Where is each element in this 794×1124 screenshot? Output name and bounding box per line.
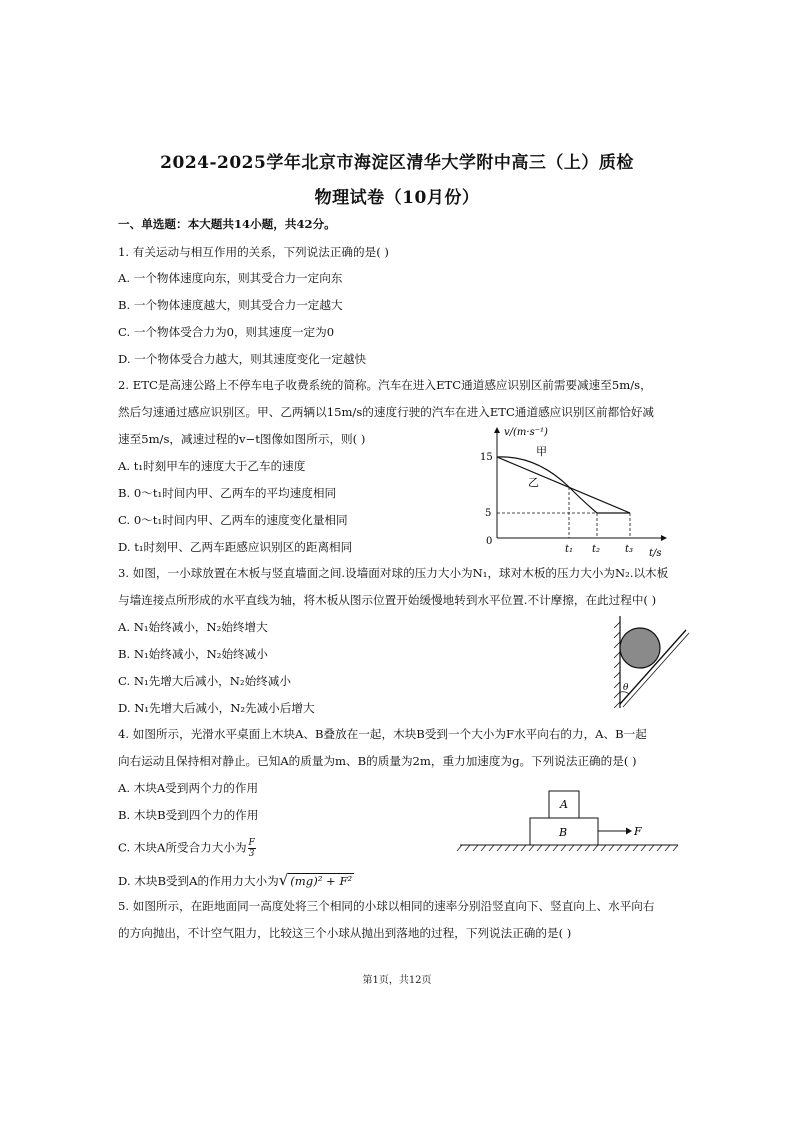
block-a-label: A xyxy=(560,798,568,811)
q2-option-c: C. 0～t₁时间内甲、乙两车的速度变化量相同 xyxy=(118,513,348,527)
q4-option-c-text: C. 木块A所受合力大小为 xyxy=(118,840,247,855)
q2-option-d: D. t₁时刻甲、乙两车距感应识别区的距离相同 xyxy=(118,540,353,554)
tick-t2: t₂ xyxy=(592,544,601,555)
q4-option-d-text: D. 木块B受到A的作用力大小为 xyxy=(118,874,279,888)
q3-stem-line1: 3. 如图，一小球放置在木板与竖直墙面之间.设墙面对球的压力大小为N₁，球对木板的压力大小为N₂.以木板 xyxy=(118,566,669,580)
sqrt-expression: (mg)² + F² xyxy=(290,874,353,888)
curve-jia xyxy=(497,457,597,513)
q3-option-b: B. N₁始终减小，N₂始终减小 xyxy=(118,647,268,661)
q3-option-c: C. N₁先增大后减小，N₂始终减小 xyxy=(118,674,291,688)
q2-option-b: B. 0～t₁时间内甲、乙两车的平均速度相同 xyxy=(118,486,337,500)
q2-option-a: A. t₁时刻甲车的速度大于乙车的速度 xyxy=(118,459,306,473)
q1-option-a: A. 一个物体速度向东，则其受合力一定向东 xyxy=(118,271,343,285)
tick-15: 15 xyxy=(480,452,493,463)
q3-option-d: D. N₁先增大后减小，N₂先减小后增大 xyxy=(118,701,315,715)
section-heading: 一、单选题：本大题共14小题，共42分。 xyxy=(118,217,336,231)
q5-stem-line2: 的方向抛出，不计空气阻力，比较这三个小球从抛出到落地的过程，下列说法正确的是( ) xyxy=(118,926,572,940)
q4-stem-line1: 4. 如图所示，光滑水平桌面上木块A、B叠放在一起，木块B受到一个大小为F水平向右的力，A、B一起 xyxy=(118,727,647,741)
q3-option-a: A. N₁始终减小，N₂始终增大 xyxy=(118,620,268,634)
q2-stem-line1: 2. ETC是高速公路上不停车电子收费系统的简称。汽车在进入ETC通道感应识别区前需要减速至5m/s， xyxy=(118,378,652,392)
theta-label: θ xyxy=(623,683,629,693)
ball xyxy=(620,628,660,668)
v-axis-label: v/(m·s⁻¹) xyxy=(504,427,548,438)
wall-hatch xyxy=(614,622,620,708)
fraction-denominator: 3 xyxy=(248,849,255,859)
label-jia: 甲 xyxy=(536,445,547,458)
t-axis-label: t/s xyxy=(649,548,662,559)
sqrt-sign: √ xyxy=(278,871,289,889)
line-yi xyxy=(497,457,630,513)
q1-stem: 1. 有关运动与相互作用的关系，下列说法正确的是( ) xyxy=(118,245,389,259)
q4-option-a: A. 木块A受到两个力的作用 xyxy=(118,781,259,795)
force-label: F xyxy=(634,825,642,838)
q2-vt-graph xyxy=(476,420,676,560)
q4-option-d xyxy=(118,872,354,889)
q2-stem-line2: 然后匀速通过感应识别区。甲、乙两辆以15m/s的速度行驶的汽车在进入ETC通道感应识别区前都恰好减 xyxy=(118,405,655,419)
q4-option-c xyxy=(118,838,256,859)
q5-stem-line1: 5. 如图所示，在距地面同一高度处将三个相同的小球以相同的速率分别沿竖直向下、竖直向上、水平向右 xyxy=(118,899,655,913)
tick-5: 5 xyxy=(485,508,492,519)
q1-option-d: D. 一个物体受合力越大，则其速度变化一定越快 xyxy=(118,352,367,366)
fraction-numerator: F xyxy=(248,838,255,848)
q4-stem-line2: 向右运动且保持相对静止。已知A的质量为m、B的质量为2m，重力加速度为g。下列说法正确的是( ) xyxy=(118,754,637,768)
q2-stem-line3: 速至5m/s，减速过程的v−t图像如图所示，则( ) xyxy=(118,432,366,446)
q3-figure xyxy=(604,612,694,712)
fraction-f-over-3 xyxy=(248,838,256,859)
exam-subtitle: 物理试卷（10月份） xyxy=(314,188,480,208)
exam-title: 2024-2025学年北京市海淀区清华大学附中高三（上）质检 xyxy=(160,153,634,173)
force-arrowhead xyxy=(626,828,632,835)
q1-option-b: B. 一个物体速度越大，则其受合力一定越大 xyxy=(118,298,343,312)
q4-figure xyxy=(456,786,682,854)
q1-option-c: C. 一个物体受合力为0，则其速度一定为0 xyxy=(118,325,335,339)
label-yi: 乙 xyxy=(528,476,539,489)
table-hatch xyxy=(457,845,678,851)
tick-t3: t₃ xyxy=(625,544,634,555)
block-b-label: B xyxy=(559,826,568,839)
page-footer: 第1页，共12页 xyxy=(362,975,432,986)
tick-t1: t₁ xyxy=(565,544,574,555)
origin-label: 0 xyxy=(486,536,493,547)
q4-option-b: B. 木块B受到四个力的作用 xyxy=(118,808,259,822)
q3-stem-line2: 与墙连接点所形成的水平直线为轴，将木板从图示位置开始缓慢地转到水平位置.不计摩擦，在此过程中( ) xyxy=(118,593,657,607)
